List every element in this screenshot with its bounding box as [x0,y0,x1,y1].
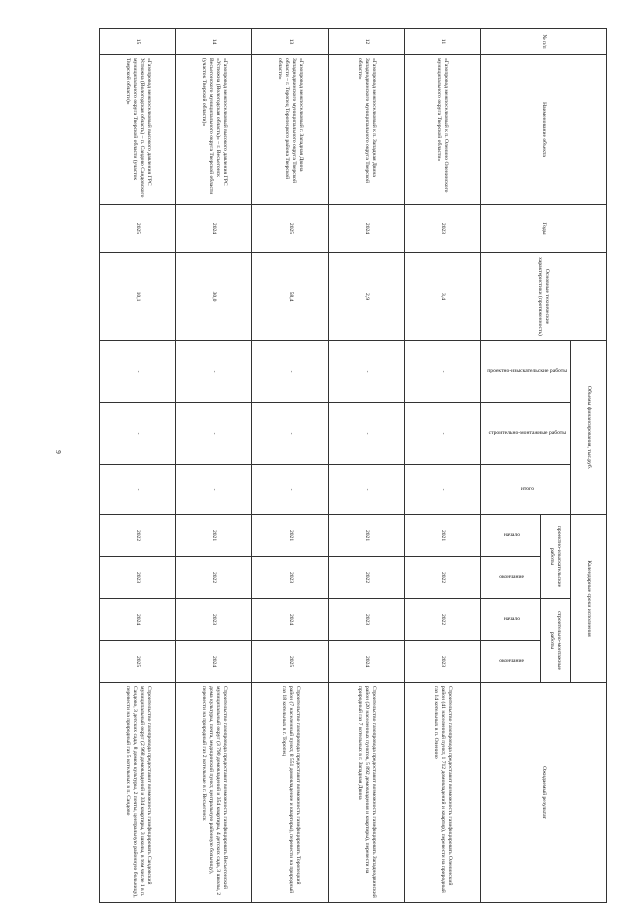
row-constr-start: 2022 [404,599,480,641]
table-row [252,29,328,903]
header-fin-construction-text: строительно-монтажные работы [488,430,566,436]
header-design-start [481,515,541,557]
header-years: Годы [481,205,607,253]
row-num: 13 [252,29,328,55]
header-num: № п/п [481,29,607,55]
table-row [404,29,480,903]
row-result: Строительство газопровода предоставит возможность газифицировать Сандовский муниципальный округ (2 968 домовладений и 334 квартиры, 3 школы, в том числе 1 в п. Сандово, 3 детских сада, 8 домов культуры, 2 почты, центральную районную больницу), перевести на природный газ 5 котельных в п. Сандово [100,683,176,903]
header-fin-design [481,341,571,403]
row-name: «Газопровод межпоселковый высокого давления ГРС «Устюжна (Вологодская область)» – г. Весьегонск Весьегонского муниципального округа Тверской области (участок Тверской области)» [176,55,252,205]
row-fin-total: - [176,465,252,515]
row-design-end: 2023 [100,557,176,599]
row-constr-end: 2025 [100,641,176,683]
header-sched-design: проектно-изыскательские работы [541,515,571,599]
row-name: «Газопровод межпоселковый г. Западная Двина Западнодвинского муниципального округа Тверской области – г. Торопец Торопецкого района Тверской области» [252,55,328,205]
row-design-start: 2021 [328,515,404,557]
row-design-start: 2021 [404,515,480,557]
row-fin-construction: - [328,403,404,465]
header-fin-total-text: итого [520,486,534,493]
row-fin-total: - [252,465,328,515]
header-design-end-text: окончание [499,574,525,581]
row-fin-design: - [328,341,404,403]
header-constr-start-text: начало [503,616,521,623]
row-length: 10,1 [100,253,176,341]
row-years: 2023 [404,205,480,253]
row-length: 3,4 [404,253,480,341]
header-fin-total [481,465,571,515]
header-constr-start [481,599,541,641]
row-fin-construction: - [404,403,480,465]
table-row [328,29,404,903]
header-financing: Объемы финансирования, тыс.руб. [571,341,607,515]
header-fin-design-text: проектно-изыскательские работы [487,368,567,374]
row-fin-design: - [100,341,176,403]
row-name: «Газопровод межпоселковый высокого давления ГРС Устюжна (Вологодская область) – п. Сандово Сандовского муниципального округа Тверской области (участок Тверской области)» [100,55,176,205]
row-constr-start: 2024 [100,599,176,641]
header-row-1 [571,29,607,903]
row-design-end: 2022 [328,557,404,599]
row-constr-end: 2023 [404,641,480,683]
row-constr-end: 2024 [176,641,252,683]
row-fin-total: - [100,465,176,515]
row-result: Строительство газопровода предоставит возможность газифицировать Оленинский район (41 населенный пункт, 1 712 домовладений и квартир), перевести на природный газ 14 котельных в п. Оленино [404,683,480,903]
row-length: 2,9 [328,253,404,341]
row-fin-design: - [176,341,252,403]
row-design-end: 2023 [252,557,328,599]
row-length: 30,0 [176,253,252,341]
row-constr-end: 2024 [328,641,404,683]
row-length: 58,4 [252,253,328,341]
row-constr-start: 2023 [176,599,252,641]
schedule-table-sheet [99,28,607,902]
header-fin-construction [481,403,571,465]
table-row [100,29,176,903]
header-design-end [481,557,541,599]
row-constr-end: 2025 [252,641,328,683]
row-years: 2024 [328,205,404,253]
row-fin-design: - [404,341,480,403]
header-design-start-text: начало [503,532,521,539]
row-design-start: 2021 [252,515,328,557]
page-number: 9 [54,450,62,454]
header-constr-end [481,641,541,683]
row-num: 12 [328,29,404,55]
row-num: 15 [100,29,176,55]
table-row [176,29,252,903]
row-years: 2024 [176,205,252,253]
header-name: Наименование объекта [481,55,607,205]
row-fin-total: - [328,465,404,515]
row-design-start: 2022 [100,515,176,557]
row-num: 11 [404,29,480,55]
row-design-end: 2022 [404,557,480,599]
row-fin-construction: - [176,403,252,465]
row-design-end: 2022 [176,557,252,599]
row-result: Строительство газопровода предоставит возможность газифицировать Торопецкий район (7 населенный пункт, 8 551 домовладение и квартиры), перевести на природный газ 18 котельных в г. Торопец [252,683,328,903]
construction-schedule-table [99,28,607,903]
row-fin-total: - [404,465,480,515]
header-constr-end-text: окончание [499,658,525,665]
header-sched-construction: строительно-монтажные работы [541,599,571,683]
row-fin-design: - [252,341,328,403]
row-fin-construction: - [100,403,176,465]
row-name: «Газопровод межпоселковый к п. Оленино Оленинского муниципального округа Тверской области» [404,55,480,205]
row-constr-start: 2024 [252,599,328,641]
row-years: 2025 [252,205,328,253]
row-design-start: 2021 [176,515,252,557]
row-name: «Газопровод межпоселковый к п. Западная Двина Западнодвинского муниципального округа Тверской области» [328,55,404,205]
row-num: 14 [176,29,252,55]
row-years: 2025 [100,205,176,253]
row-fin-construction: - [252,403,328,465]
row-constr-start: 2023 [328,599,404,641]
header-characteristics: Основные технические характеристики (протяженность) [481,253,607,341]
header-schedule: Календарные сроки исполнения [571,515,607,683]
row-result: Строительство газопровода предоставит возможность газифицировать Весьегонский муниципальный округ (3 790 домовладений и 354 квартиры, 4 детских сада, 3 школы, 2 дома культуры, почта, медицинский пункт, центральную районную больницу), перевести на природный газ 2 котельные в г. Весьегонск [176,683,252,903]
row-result: Строительство газопровода предоставит возможность газифицировать Западнодвинский район (20 населенных пунктов, 5 892 домовладения и квартиры), перевести на природный газ 7 котельных в г. Западная Двина [328,683,404,903]
header-result: Ожидаемый результат [481,683,607,903]
